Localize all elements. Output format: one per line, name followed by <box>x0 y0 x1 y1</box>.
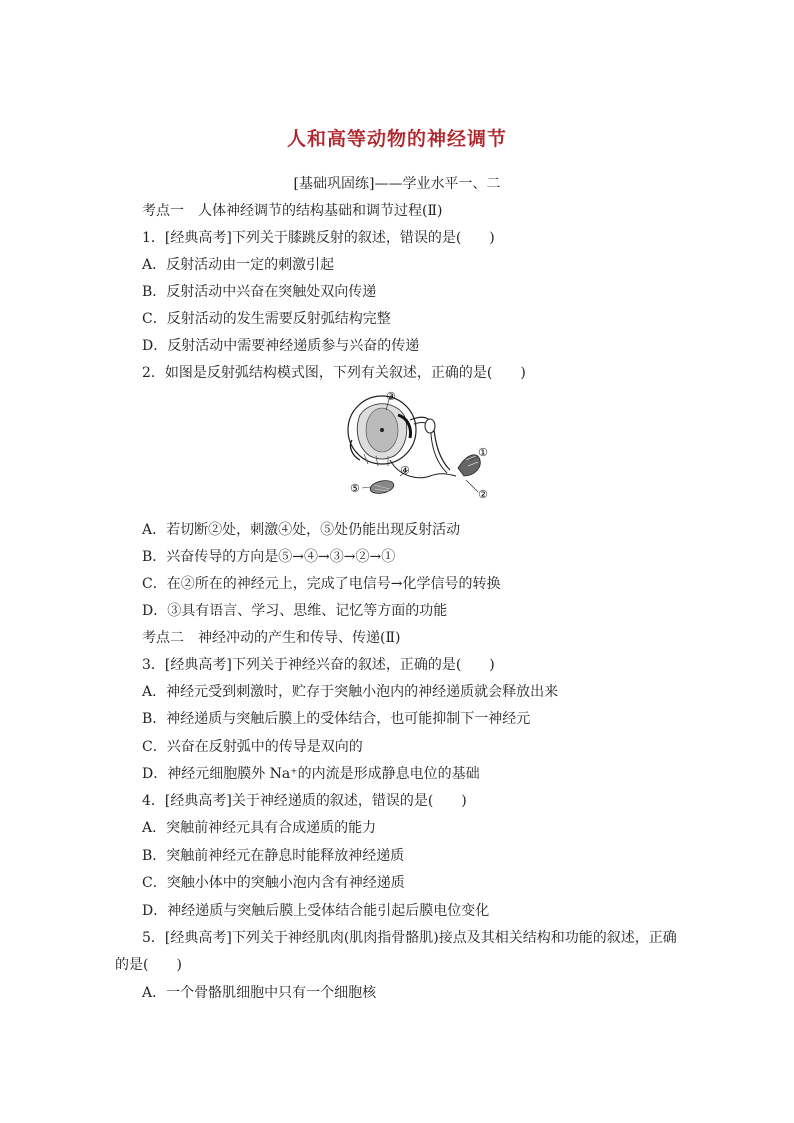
figure-label-5: ⑤ <box>350 482 360 495</box>
figure-label-1: ① <box>478 446 488 459</box>
question-5-option-a: A．一个骨骼肌细胞中只有一个细胞核 <box>142 985 377 1001</box>
spinal-cord-diagram <box>348 396 416 466</box>
question-5-stem-continued: 的是( ) <box>115 957 182 973</box>
question-1-option-a: A．反射活动由一定的刺激引起 <box>142 257 335 273</box>
question-3-option-d: D．神经元细胞膜外 Na⁺的内流是形成静息电位的基础 <box>142 766 480 782</box>
question-3-option-c: C．兴奋在反射弧中的传导是双向的 <box>142 739 363 755</box>
reflex-arc-figure <box>330 390 500 505</box>
question-4-option-d: D．神经递质与突触后膜上受体结合能引起后膜电位变化 <box>142 903 490 919</box>
question-3-stem: 3．[经典高考]下列关于神经兴奋的叙述，正确的是( ) <box>142 657 495 673</box>
section-heading-1: 考点一 人体神经调节的结构基础和调节过程(Ⅱ) <box>142 203 443 219</box>
question-2-option-d: D．③具有语言、学习、思维、记忆等方面的功能 <box>142 603 448 619</box>
question-2-option-c: C．在②所在的神经元上，完成了电信号→化学信号的转换 <box>142 576 501 592</box>
figure-label-2: ② <box>478 488 488 501</box>
figure-label-3: ③ <box>386 390 396 403</box>
question-1-option-c: C．反射活动的发生需要反射弧结构完整 <box>142 311 391 327</box>
question-2-option-b: B．兴奋传导的方向是⑤→④→③→②→① <box>142 549 396 565</box>
question-2-stem: 2．如图是反射弧结构模式图，下列有关叙述，正确的是( ) <box>142 365 526 381</box>
figure-label-4: ④ <box>400 464 410 477</box>
question-2-option-a: A．若切断②处，刺激④处，⑤处仍能出现反射活动 <box>142 522 461 538</box>
question-4-option-c: C．突触小体中的突触小泡内含有神经递质 <box>142 875 405 891</box>
page-title: 人和高等动物的神经调节 <box>286 128 507 150</box>
question-1-stem: 1．[经典高考]下列关于膝跳反射的叙述，错误的是( ) <box>142 230 495 246</box>
question-3-option-a: A．神经元受到刺激时，贮存于突触小泡内的神经递质就会释放出来 <box>142 684 559 700</box>
question-4-stem: 4．[经典高考]关于神经递质的叙述，错误的是( ) <box>142 793 467 809</box>
question-3-option-b: B．神经递质与突触后膜上的受体结合，也可能抑制下一神经元 <box>142 711 531 727</box>
question-1-option-d: D．反射活动中需要神经递质参与兴奋的传递 <box>142 338 420 354</box>
question-5-stem: 5．[经典高考]下列关于神经肌肉(肌肉指骨骼肌)接点及其相关结构和功能的叙述，正确 <box>142 930 677 946</box>
question-1-option-b: B．反射活动中兴奋在突触处双向传递 <box>142 284 377 300</box>
page-subtitle: [基础巩固练]——学业水平一、二 <box>293 176 501 192</box>
question-4-option-b: B．突触前神经元在静息时能释放神经递质 <box>142 848 405 864</box>
section-heading-2: 考点二 神经冲动的产生和传导、传递(Ⅱ) <box>142 630 401 646</box>
question-4-option-a: A．突触前神经元具有合成递质的能力 <box>142 820 377 836</box>
